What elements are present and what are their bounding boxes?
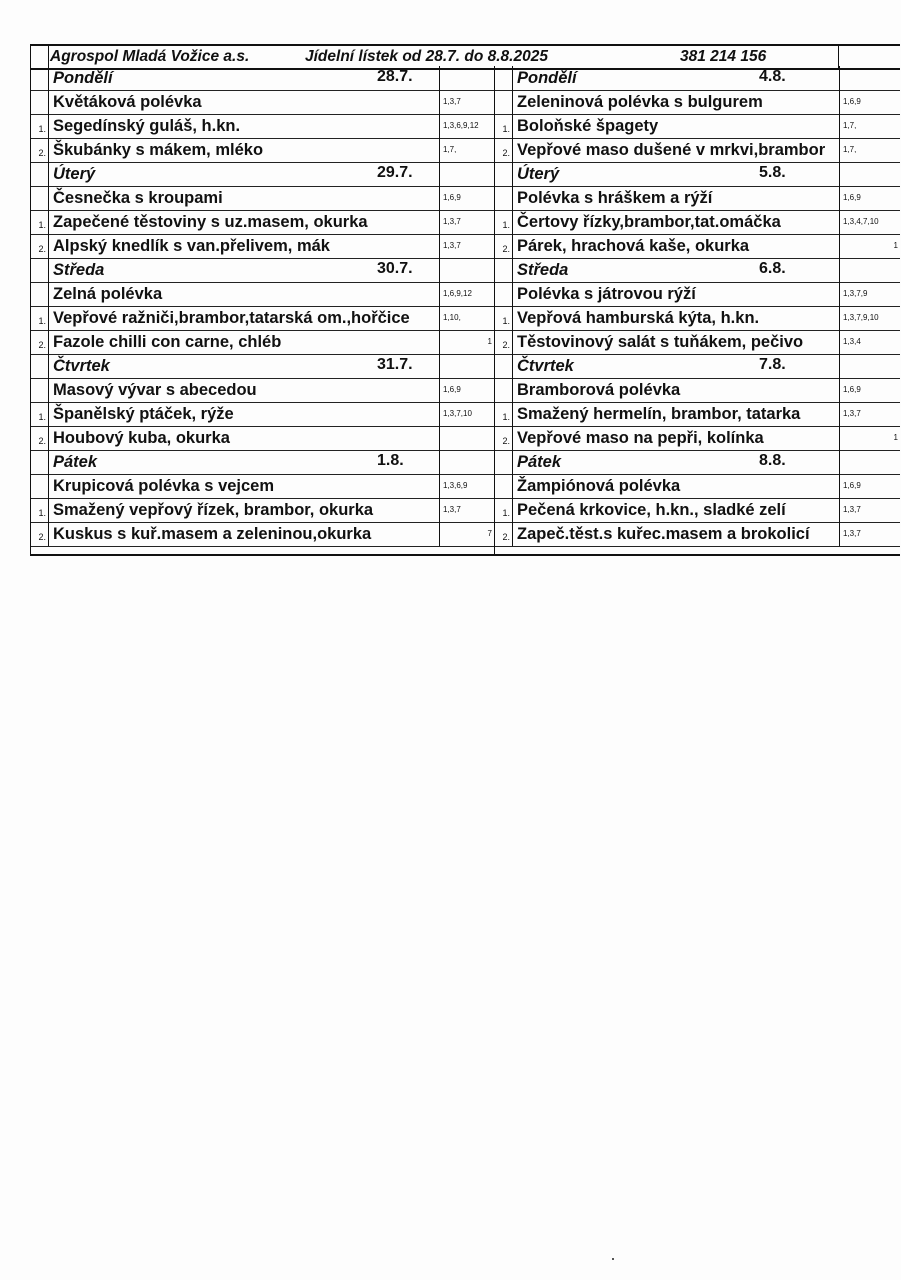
day-header-row [31, 450, 495, 475]
allergen-codes [839, 162, 901, 186]
allergen-codes: 7 [439, 522, 495, 546]
allergen-codes [439, 66, 495, 90]
allergen-codes: 1,3,7 [839, 402, 901, 426]
dish-number: 2. [495, 426, 513, 450]
allergen-codes [839, 66, 901, 90]
week-2-column [494, 66, 900, 556]
dish-name: Vepřové maso dušené v mrkvi,brambor [517, 141, 826, 159]
dish-number [31, 186, 49, 210]
dish-name: Čertovy řízky,brambor,tat.omáčka [517, 213, 781, 231]
scan-speck [612, 1258, 614, 1260]
dish-number: 2. [495, 138, 513, 162]
allergen-codes [439, 354, 495, 378]
allergen-codes: 1,3,7 [439, 90, 495, 114]
dish-name: Alpský knedlík s van.přelivem, mák [53, 237, 330, 255]
dish-number: 1. [31, 210, 49, 234]
allergen-codes: 1,7, [439, 138, 495, 162]
allergen-codes: 1,3,7,9,10 [839, 306, 901, 330]
dish-number [495, 66, 513, 90]
allergen-codes: 1,3,7,10 [439, 402, 495, 426]
allergen-codes: 1,6,9 [839, 186, 901, 210]
dish-name: Zeleninová polévka s bulgurem [517, 93, 763, 111]
day-date: 29.7. [377, 164, 413, 181]
dish-number [31, 354, 49, 378]
dish-row [31, 426, 495, 451]
allergen-codes: 1 [439, 330, 495, 354]
dish-row [495, 138, 900, 163]
dish-row [31, 90, 495, 115]
day-header-row [495, 162, 900, 187]
day-date: 7.8. [759, 356, 786, 373]
allergen-codes: 1,3,6,9,12 [439, 114, 495, 138]
day-date: 30.7. [377, 260, 413, 277]
dish-number [31, 450, 49, 474]
dish-name: Krupicová polévka s vejcem [53, 477, 275, 495]
allergen-codes: 1,3,7 [839, 498, 901, 522]
dish-row [31, 330, 495, 355]
day-header-row [495, 354, 900, 379]
dish-number [31, 258, 49, 282]
dish-row [495, 474, 900, 499]
allergen-codes: 1,3,4,7,10 [839, 210, 901, 234]
dish-row [495, 234, 900, 259]
allergen-codes [839, 450, 901, 474]
dish-number [495, 258, 513, 282]
allergen-codes [439, 426, 495, 450]
dish-row [31, 378, 495, 403]
dish-row [495, 186, 900, 211]
menu-sheet [0, 0, 897, 560]
day-date: 1.8. [377, 452, 404, 469]
dish-row [495, 114, 900, 139]
dish-number: 2. [31, 138, 49, 162]
day-name: Pondělí [517, 69, 577, 87]
day-header-row [495, 66, 900, 91]
allergen-codes: 1,6,9 [439, 378, 495, 402]
dish-name: Zapeč.těst.s kuřec.masem a brokolicí [517, 525, 810, 543]
dish-name: Škubánky s mákem, mléko [53, 141, 264, 159]
dish-number [495, 162, 513, 186]
phone-number: 381 214 156 [680, 48, 767, 65]
dish-number [31, 90, 49, 114]
dish-number: 1. [495, 498, 513, 522]
dish-number [495, 90, 513, 114]
dish-number [495, 378, 513, 402]
allergen-codes [839, 258, 901, 282]
allergen-codes: 1,3,7 [439, 498, 495, 522]
day-name: Úterý [53, 165, 96, 183]
dish-number: 2. [31, 330, 49, 354]
menu-title: Jídelní lístek od 28.7. do 8.8.2025 [305, 48, 548, 65]
dish-number [495, 474, 513, 498]
dish-number: 1. [31, 498, 49, 522]
dish-row [495, 330, 900, 355]
dish-number: 1. [495, 210, 513, 234]
dish-row [31, 522, 495, 547]
day-name: Pondělí [53, 69, 113, 87]
allergen-codes: 1,3,6,9 [439, 474, 495, 498]
dish-row [31, 402, 495, 427]
day-date: 8.8. [759, 452, 786, 469]
allergen-codes: 1,6,9 [839, 378, 901, 402]
dish-number [31, 162, 49, 186]
day-header-row [31, 354, 495, 379]
dish-number: 1. [495, 306, 513, 330]
allergen-codes: 1,3,4 [839, 330, 901, 354]
dish-name: Smažený vepřový řízek, brambor, okurka [53, 501, 374, 519]
dish-name: Fazole chilli con carne, chléb [53, 333, 282, 351]
dish-number: 2. [495, 330, 513, 354]
dish-number: 2. [31, 234, 49, 258]
dish-row [31, 282, 495, 307]
day-name: Pátek [517, 453, 562, 471]
dish-number: 1. [495, 402, 513, 426]
day-date: 5.8. [759, 164, 786, 181]
dish-name: Žampiónová polévka [517, 477, 681, 495]
dish-row [31, 498, 495, 523]
dish-row [31, 234, 495, 259]
dish-row [495, 522, 900, 547]
day-date: 31.7. [377, 356, 413, 373]
dish-row [495, 498, 900, 523]
dish-name: Česnečka s kroupami [53, 189, 223, 207]
dish-number: 1. [495, 114, 513, 138]
day-header-row [31, 66, 495, 91]
dish-number: 1. [31, 114, 49, 138]
allergen-codes: 1,3,7 [839, 522, 901, 546]
dish-name: Polévka s hráškem a rýží [517, 189, 713, 207]
allergen-codes: 1,10, [439, 306, 495, 330]
dish-number [495, 450, 513, 474]
dish-row [495, 90, 900, 115]
allergen-codes [839, 354, 901, 378]
day-name: Čtvrtek [517, 357, 574, 375]
dish-name: Zapečené těstoviny s uz.masem, okurka [53, 213, 368, 231]
week-1-column [30, 66, 495, 556]
dish-name: Boloňské špagety [517, 117, 659, 135]
day-name: Středa [517, 261, 569, 279]
dish-number [31, 378, 49, 402]
dish-number: 2. [31, 522, 49, 546]
day-name: Středa [53, 261, 105, 279]
day-date: 4.8. [759, 68, 786, 85]
allergen-codes: 1,3,7,9 [839, 282, 901, 306]
dish-number: 1. [31, 306, 49, 330]
allergen-codes: 1 [839, 234, 901, 258]
day-header-row [31, 162, 495, 187]
allergen-codes: 1,6,9 [439, 186, 495, 210]
dish-row [495, 282, 900, 307]
dish-number [31, 282, 49, 306]
company-name: Agrospol Mladá Vožice a.s. [50, 48, 250, 65]
allergen-codes: 1,3,7 [439, 234, 495, 258]
dish-row [31, 210, 495, 235]
allergen-codes: 1 [839, 426, 901, 450]
day-date: 6.8. [759, 260, 786, 277]
dish-name: Vepřové ražniči,brambor,tatarská om.,hořčice [53, 309, 410, 327]
dish-name: Vepřová hamburská kýta, h.kn. [517, 309, 760, 327]
dish-number [495, 282, 513, 306]
dish-name: Těstovinový salát s tuňákem, pečivo [517, 333, 804, 351]
dish-number [31, 474, 49, 498]
dish-number: 2. [495, 234, 513, 258]
dish-row [31, 306, 495, 331]
dish-row [31, 138, 495, 163]
dish-number [495, 354, 513, 378]
allergen-codes [439, 450, 495, 474]
allergen-codes: 1,3,7 [439, 210, 495, 234]
dish-number: 2. [495, 522, 513, 546]
day-header-row [495, 258, 900, 283]
dish-row [495, 426, 900, 451]
day-header-row [495, 450, 900, 475]
dish-name: Španělský ptáček, rýže [53, 405, 234, 423]
dish-row [495, 210, 900, 235]
dish-name: Pečená krkovice, h.kn., sladké zelí [517, 501, 786, 519]
dish-row [495, 402, 900, 427]
dish-row [495, 306, 900, 331]
allergen-codes: 1,6,9 [839, 474, 901, 498]
allergen-codes: 1,7, [839, 114, 901, 138]
allergen-codes: 1,6,9,12 [439, 282, 495, 306]
dish-row [31, 186, 495, 211]
dish-number: 1. [31, 402, 49, 426]
allergen-codes [439, 258, 495, 282]
allergen-codes [439, 162, 495, 186]
dish-row [31, 114, 495, 139]
dish-name: Smažený hermelín, brambor, tatarka [517, 405, 801, 423]
dish-name: Kuskus s kuř.masem a zeleninou,okurka [53, 525, 372, 543]
dish-name: Párek, hrachová kaše, okurka [517, 237, 750, 255]
day-name: Úterý [517, 165, 560, 183]
dish-name: Segedínský guláš, h.kn. [53, 117, 241, 135]
dish-name: Zelná polévka [53, 285, 163, 303]
dish-name: Houbový kuba, okurka [53, 429, 230, 447]
dish-number [495, 186, 513, 210]
dish-name: Vepřové maso na pepři, kolínka [517, 429, 764, 447]
day-header-row [31, 258, 495, 283]
dish-name: Masový vývar s abecedou [53, 381, 257, 399]
dish-name: Bramborová polévka [517, 381, 681, 399]
allergen-codes: 1,7, [839, 138, 901, 162]
allergen-codes: 1,6,9 [839, 90, 901, 114]
dish-name: Polévka s játrovou rýží [517, 285, 696, 303]
day-date: 28.7. [377, 68, 413, 85]
dish-name: Květáková polévka [53, 93, 202, 111]
dish-row [31, 474, 495, 499]
dish-number [31, 66, 49, 90]
dish-number: 2. [31, 426, 49, 450]
day-name: Čtvrtek [53, 357, 110, 375]
dish-row [495, 378, 900, 403]
day-name: Pátek [53, 453, 98, 471]
